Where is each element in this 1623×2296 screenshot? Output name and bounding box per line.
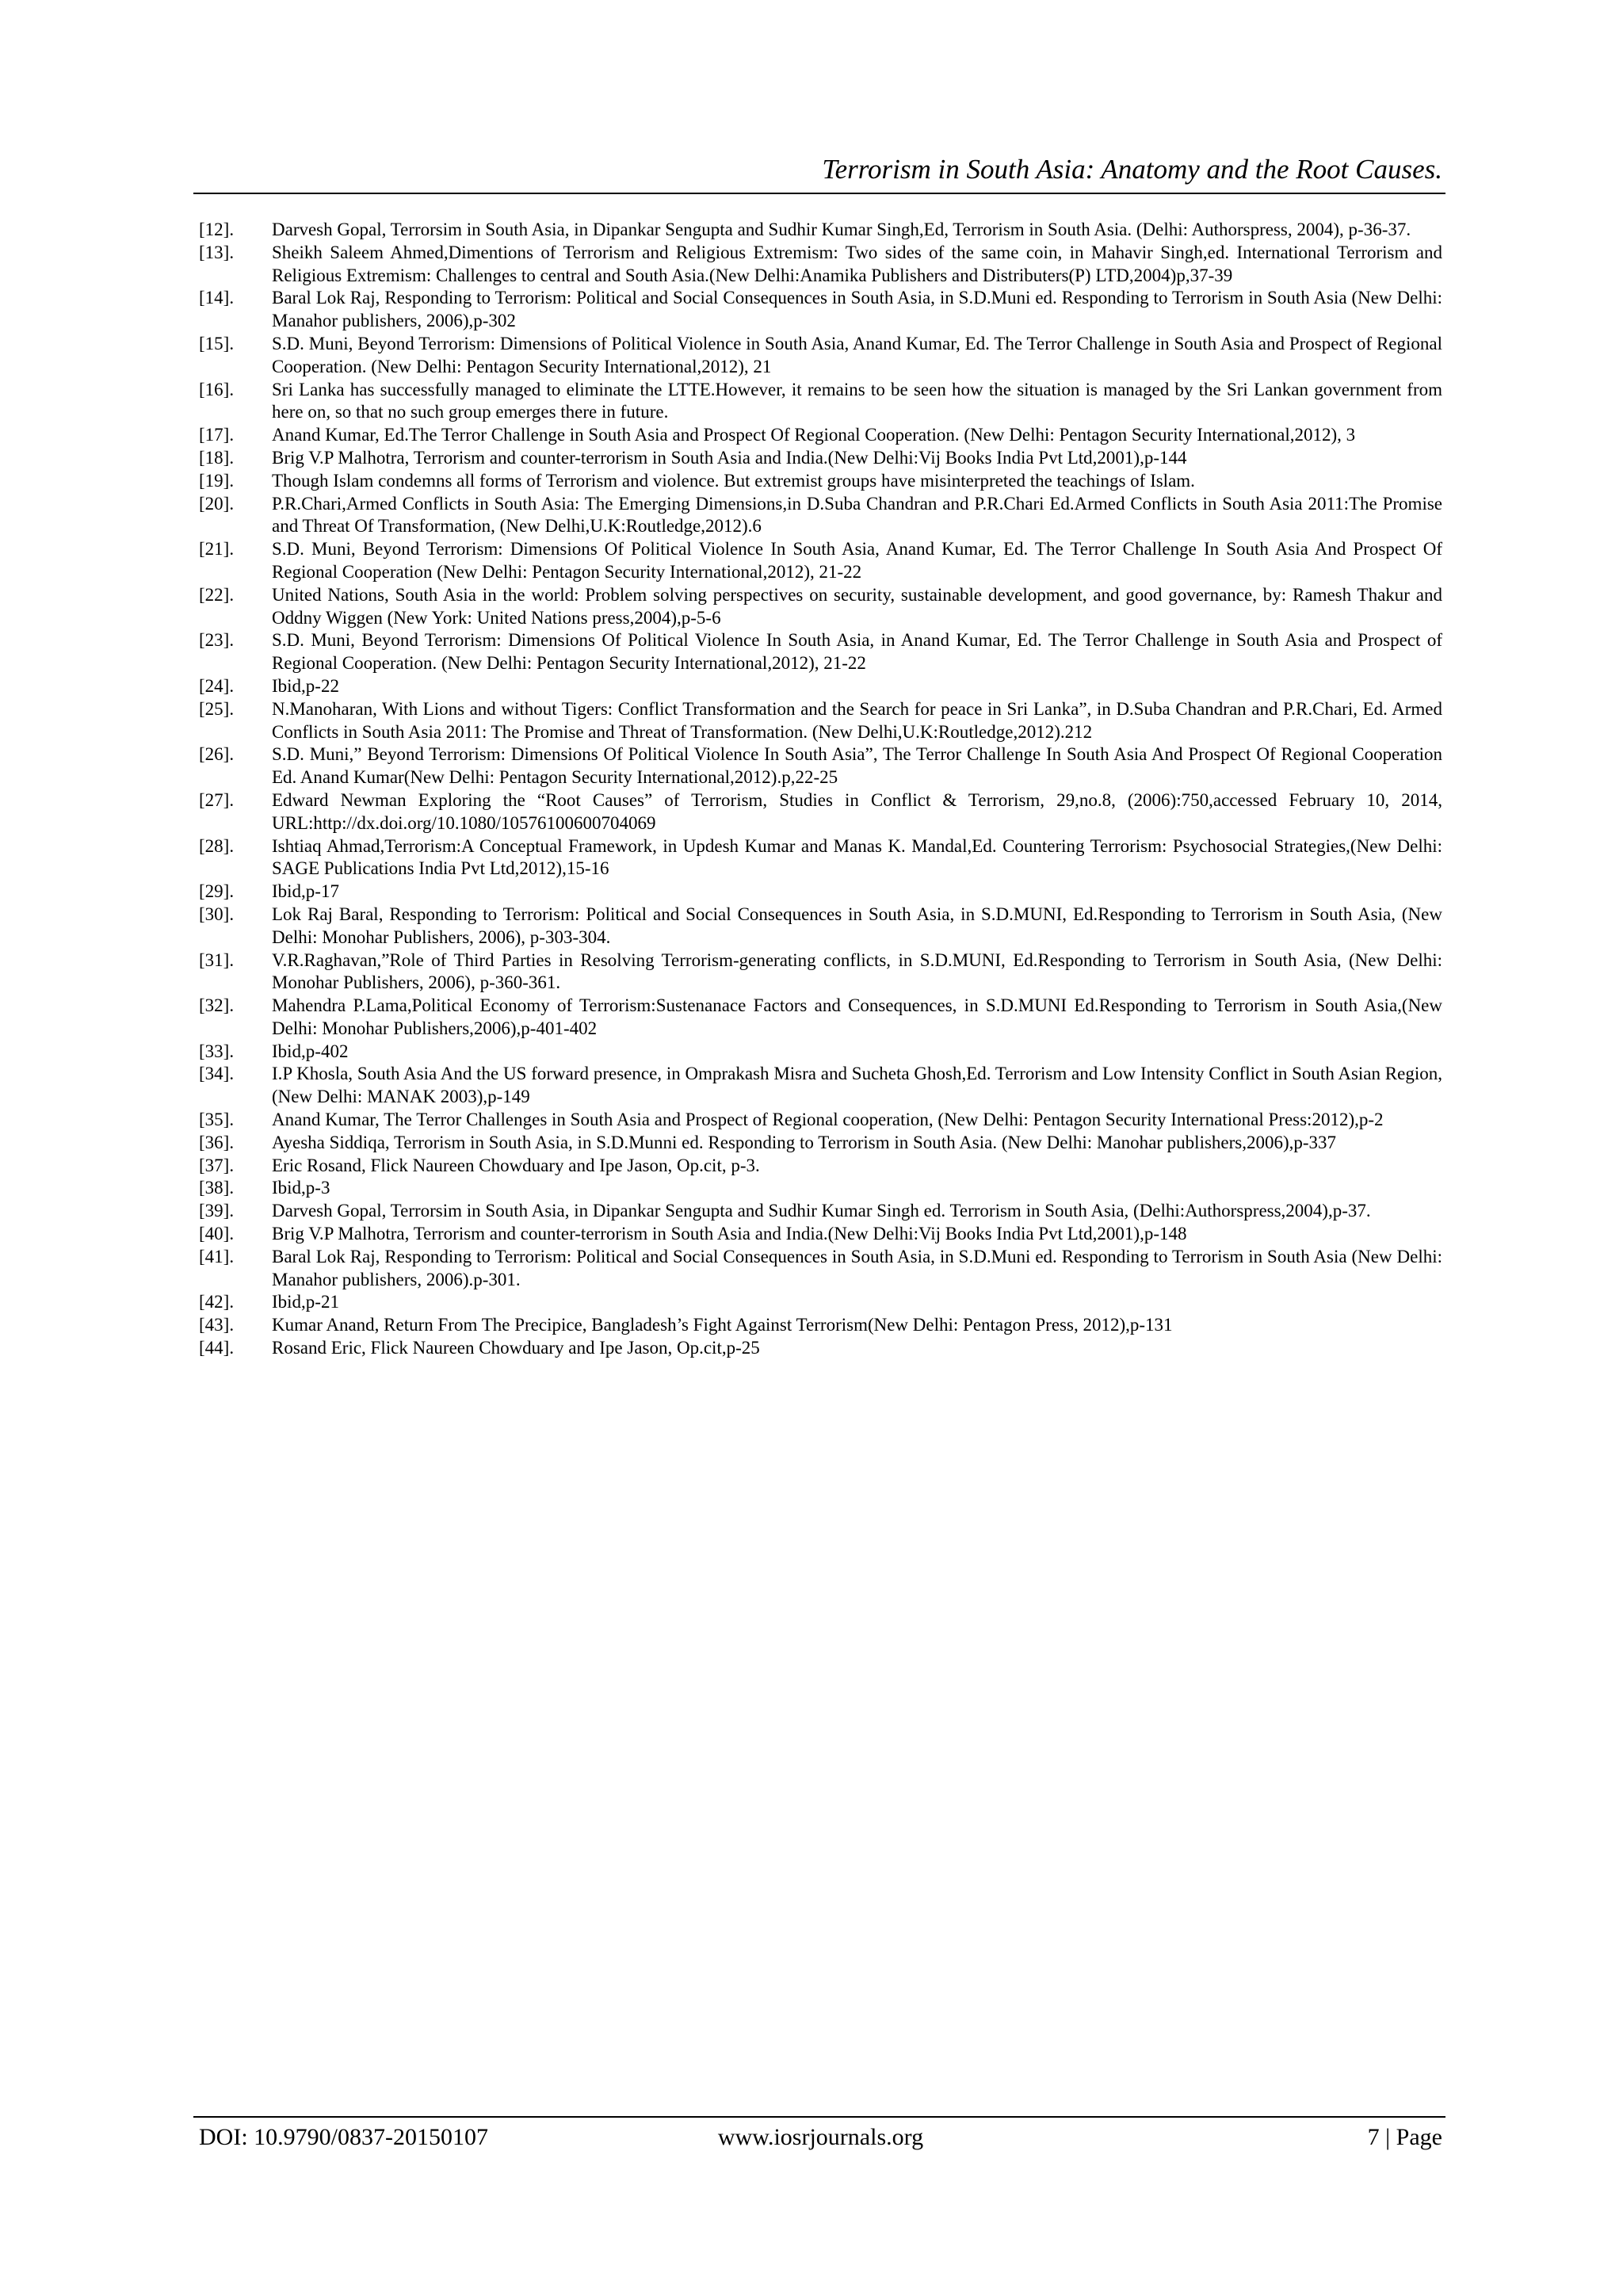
reference-item [199,995,1442,1041]
reference-text: Darvesh Gopal, Terrorsim in South Asia, in Dipankar Sengupta and Sudhir Kumar Singh ed. Terrorism in South Asia, (Delhi:Authorspress,2004),p-37. [272,1201,1371,1221]
reference-number: [32]. [199,995,235,1016]
reference-text: Ibid,p-22 [272,675,339,696]
reference-number: [19]. [199,470,235,491]
footer-page-number: 7 | Page [1367,2124,1442,2150]
reference-text: Baral Lok Raj, Responding to Terrorism: Political and Social Consequences in South Asia, in S.D.Muni ed. Responding to Terrorism in South Asia (New Delhi: Manahor publishers, 2006).p-301. [272,1246,1442,1289]
reference-number: [39]. [199,1201,235,1221]
reference-text: I.P Khosla, South Asia And the US forward presence, in Omprakash Misra and Sucheta Ghosh,Ed. Terrorism and Low Intensity Conflict in South Asian Region, (New Delhi: MANAK 2003),p-149 [272,1064,1442,1107]
reference-item [199,1200,1442,1223]
reference-text: P.R.Chari,Armed Conflicts in South Asia: The Emerging Dimensions,in D.Suba Chandran and P.R.Chari Ed.Armed Conflicts in South Asia 2011:The Promise and Threat Of Transformation, (New Delhi,U.K:Routledge,2012).6 [272,493,1442,537]
reference-number: [35]. [199,1110,235,1130]
reference-item [199,1177,1442,1200]
reference-number: [15]. [199,333,235,353]
reference-text: Brig V.P Malhotra, Terrorism and counter-terrorism in South Asia and India.(New Delhi:Vij Books India Pvt Ltd,2001),p-148 [272,1224,1187,1244]
reference-text: Darvesh Gopal, Terrorsim in South Asia, in Dipankar Sengupta and Sudhir Kumar Singh,Ed, Terrorism in South Asia. (Delhi: Authorspress, 2004), p-36-37. [272,220,1411,239]
reference-item [199,493,1442,539]
reference-item [199,1132,1442,1155]
reference-number: [40]. [199,1224,235,1244]
reference-number: [33]. [199,1041,235,1061]
reference-item [199,287,1442,333]
reference-number: [42]. [199,1292,235,1312]
reference-text: Ibid,p-21 [272,1292,339,1312]
reference-text: Brig V.P Malhotra, Terrorism and counter-terrorism in South Asia and India.(New Delhi:Vij Books India Pvt Ltd,2001),p-144 [272,447,1187,468]
reference-text: Kumar Anand, Return From The Precipice, Bangladesh’s Fight Against Terrorism(New Delhi: Pentagon Press, 2012),p-131 [272,1315,1173,1335]
header-rule [193,193,1445,194]
reference-text: Sri Lanka has successfully managed to eliminate the LTTE.However, it remains to be seen how the situation is managed by the Sri Lankan government from here on, so that no such group emerges there in future. [272,379,1442,422]
reference-item [199,698,1442,744]
reference-text: Ibid,p-402 [272,1041,349,1061]
reference-item [199,675,1442,698]
reference-number: [38]. [199,1178,235,1198]
reference-item [199,904,1442,949]
reference-text: Ibid,p-17 [272,881,339,902]
reference-number: [36]. [199,1132,235,1152]
reference-number: [14]. [199,288,235,308]
reference-number: [28]. [199,835,235,856]
reference-item [199,1041,1442,1064]
reference-text: Though Islam condemns all forms of Terrorism and violence. But extremist groups have misinterpreted the teachings of Islam. [272,470,1195,491]
reference-text: Sheikh Saleem Ahmed,Dimentions of Terrorism and Religious Extremism: Two sides of the same coin, in Mahavir Singh,ed. International Terrorism and Religious Extremism: Challenges to central and South Asia.(New Delhi:Anamika Publishers and Distributers(P) LTD,2004)p,37-39 [272,242,1442,285]
reference-text: Anand Kumar, Ed.The Terror Challenge in South Asia and Prospect Of Regional Cooperation. (New Delhi: Pentagon Security International,2012), 3 [272,425,1356,445]
reference-list [199,219,1442,1360]
reference-item [199,629,1442,675]
reference-text: S.D. Muni,” Beyond Terrorism: Dimensions Of Political Violence In South Asia”, The Terror Challenge In South Asia And Prospect Of Regional Cooperation Ed. Anand Kumar(New Delhi: Pentagon Security International,2012).p,22-25 [272,744,1442,788]
reference-item [199,1155,1442,1178]
reference-number: [24]. [199,675,235,696]
reference-item [199,584,1442,630]
reference-number: [22]. [199,584,235,605]
reference-number: [34]. [199,1064,235,1084]
reference-number: [41]. [199,1246,235,1266]
reference-item [199,789,1442,835]
reference-number: [23]. [199,630,235,651]
reference-item [199,1109,1442,1132]
reference-text: Anand Kumar, The Terror Challenges in South Asia and Prospect of Regional cooperation, (New Delhi: Pentagon Security International Press:2012),p-2 [272,1110,1384,1130]
reference-number: [27]. [199,789,235,810]
reference-text: S.D. Muni, Beyond Terrorism: Dimensions Of Political Violence In South Asia, in Anand Kumar, Ed. The Terror Challenge in South Asia and Prospect of Regional Cooperation. (New Delhi: Pentagon Security International,2012), 21-22 [272,630,1442,674]
reference-number: [44]. [199,1338,235,1358]
reference-item [199,424,1442,447]
reference-number: [13]. [199,242,235,262]
reference-item [199,1246,1442,1292]
reference-text: Ishtiaq Ahmad,Terrorism:A Conceptual Framework, in Updesh Kumar and Manas K. Mandal,Ed. Countering Terrorism: Psychosocial Strategies,(New Delhi: SAGE Publications India Pvt Ltd,2012),15-16 [272,835,1442,879]
reference-number: [26]. [199,744,235,765]
reference-item [199,538,1442,584]
reference-item [199,1314,1442,1337]
reference-item [199,835,1442,881]
reference-text: Eric Rosand, Flick Naureen Chowduary and Ipe Jason, Op.cit, p-3. [272,1155,760,1175]
reference-item [199,333,1442,379]
reference-number: [25]. [199,698,235,719]
reference-item [199,1291,1442,1314]
reference-item [199,881,1442,904]
reference-text: Edward Newman Exploring the “Root Causes” of Terrorism, Studies in Conflict & Terrorism, 29,no.8, (2006):750,accessed February 10, 2014, URL:http://dx.doi.org/10.1080/10576100600704069 [272,789,1442,833]
reference-item [199,470,1442,493]
reference-item [199,447,1442,470]
reference-text: Rosand Eric, Flick Naureen Chowduary and Ipe Jason, Op.cit,p-25 [272,1338,760,1358]
reference-text: United Nations, South Asia in the world: Problem solving perspectives on security, sustainable development, and good governance, by: Ramesh Thakur and Oddny Wiggen (New York: United Nations press,2004),p-5-6 [272,584,1442,628]
reference-item [199,949,1442,995]
reference-number: [12]. [199,220,235,239]
reference-text: Ayesha Siddiqa, Terrorism in South Asia, in S.D.Munni ed. Responding to Terrorism in South Asia. (New Delhi: Manohar publishers,2006),p-337 [272,1132,1337,1152]
footer-doi: DOI: 10.9790/0837-20150107 [199,2124,488,2150]
reference-text: S.D. Muni, Beyond Terrorism: Dimensions Of Political Violence In South Asia, Anand Kumar, Ed. The Terror Challenge In South Asia And Prospect Of Regional Cooperation (New Delhi: Pentagon Security International,2012), 21-22 [272,539,1442,582]
reference-text: Mahendra P.Lama,Political Economy of Terrorism:Sustenanace Factors and Consequences, in S.D.MUNI Ed.Responding to Terrorism in South Asia,(New Delhi: Monohar Publishers,2006),p-401-402 [272,995,1442,1038]
reference-number: [16]. [199,379,235,399]
reference-number: [29]. [199,881,235,902]
footer-website: www.iosrjournals.org [717,2124,924,2150]
footer-rule [193,2116,1445,2118]
reference-text: Lok Raj Baral, Responding to Terrorism: Political and Social Consequences in South Asia, in S.D.MUNI, Ed.Responding to Terrorism in South Asia, (New Delhi: Monohar Publishers, 2006), p-303-304. [272,904,1442,947]
reference-text: Baral Lok Raj, Responding to Terrorism: Political and Social Consequences in South Asia, in S.D.Muni ed. Responding to Terrorism in South Asia (New Delhi: Manahor publishers, 2006),p-302 [272,288,1442,331]
reference-item [199,379,1442,425]
reference-text: Ibid,p-3 [272,1178,330,1198]
running-header-title: Terrorism in South Asia: Anatomy and the Root Causes. [822,154,1442,185]
reference-item [199,743,1442,789]
reference-number: [31]. [199,949,235,970]
reference-text: V.R.Raghavan,”Role of Third Parties in Resolving Terrorism-generating conflicts, in S.D.MUNI, Ed.Responding to Terrorism in South Asia, (New Delhi: Monohar Publishers, 2006), p-360-361. [272,949,1442,993]
reference-item [199,242,1442,288]
reference-item [199,1063,1442,1109]
reference-number: [18]. [199,447,235,468]
reference-number: [37]. [199,1155,235,1175]
reference-number: [43]. [199,1315,235,1335]
reference-item [199,219,1442,242]
reference-text: N.Manoharan, With Lions and without Tigers: Conflict Transformation and the Search for peace in Sri Lanka”, in D.Suba Chandran and P.R.Chari, Ed. Armed Conflicts in South Asia 2011: The Promise and Threat of Transformation. (New Delhi,U.K:Routledge,2012).212 [272,698,1442,742]
reference-number: [17]. [199,425,235,445]
reference-number: [21]. [199,539,235,560]
reference-text: S.D. Muni, Beyond Terrorism: Dimensions of Political Violence in South Asia, Anand Kumar, Ed. The Terror Challenge in South Asia and Prospect of Regional Cooperation. (New Delhi: Pentagon Security International,2012), 21 [272,333,1442,376]
reference-number: [20]. [199,493,235,514]
reference-item [199,1223,1442,1246]
reference-number: [30]. [199,904,235,924]
reference-item [199,1337,1442,1360]
